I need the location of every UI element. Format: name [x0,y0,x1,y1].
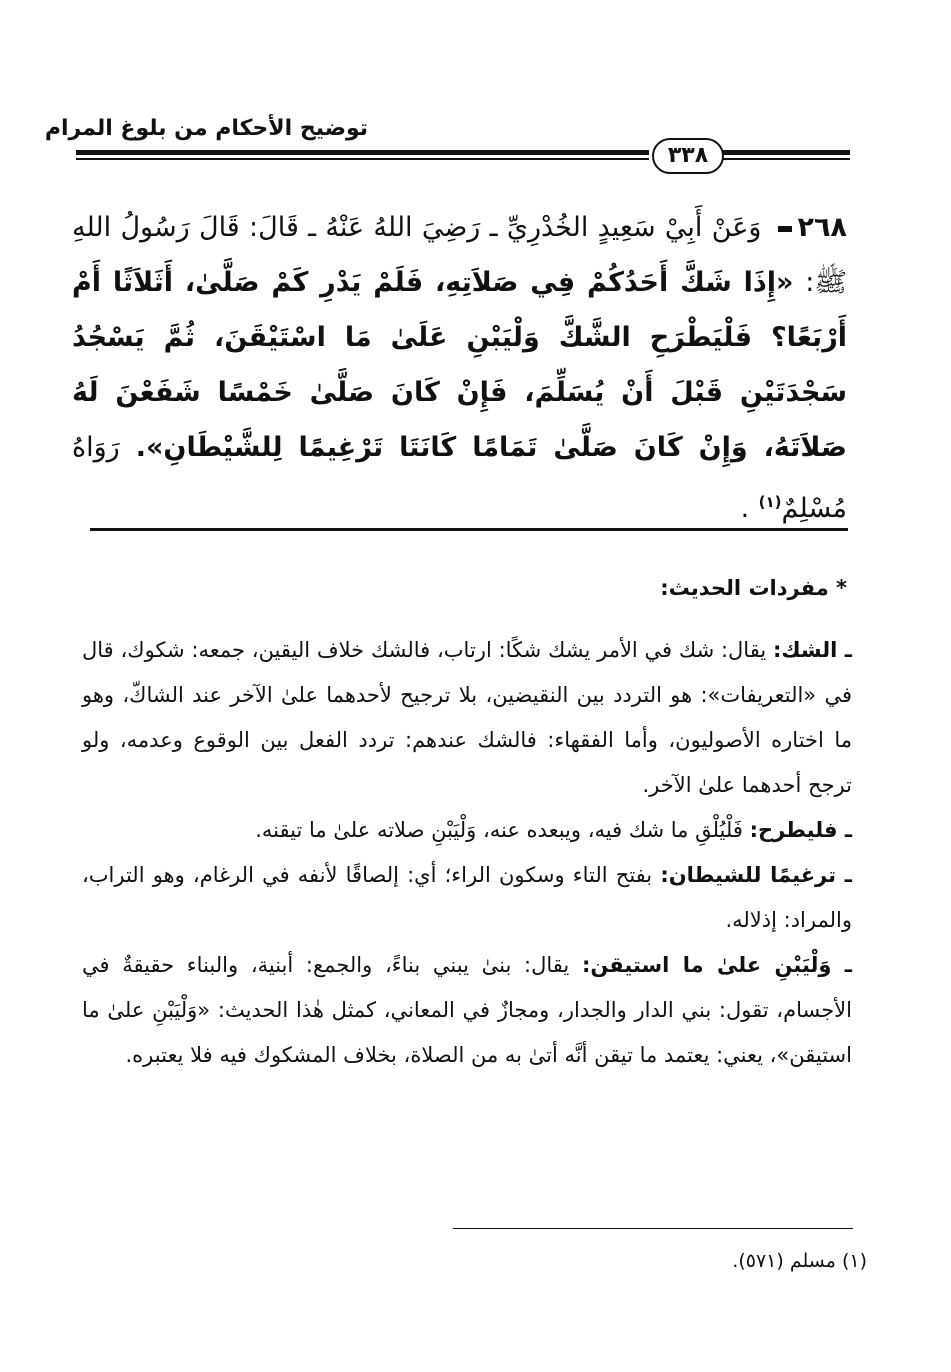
entry-definition: يقال: شك في الأمر يشك شكًا: ارتاب، فالشك خلاف اليقين، جمعه: شكوك، قال في «التعريفات»: هو التردد بين النقيضين، بلا ترجيح لأحدهما علىٰ الآخر عند الشاكّ، وهو ما اختاره الأصوليون، وأما الفقهاء: فالشك عندهم: تردد الفعل بين الوقوع وعدمه، ولو ترجح أحدهما علىٰ الآخر. [82,638,852,797]
footnote-rule [453,1228,853,1229]
running-title: توضيح الأحكام من بلوغ المرام [44,116,368,141]
entry-definition: بفتح التاء وسكون الراء؛ أي: إلصاقًا لأنفه في الرغام، وهو التراب، والمراد: إذلاله. [82,863,852,932]
hadith-number: ٢٦٨ [797,212,847,243]
hadith-block [72,200,847,536]
entry-term: ـ فليطرح: [749,818,852,842]
hadith-text: «إِذَا شَكَّ أَحَدُكُمْ فِي صَلاَتِهِ، فَلَمْ يَدْرِ كَمْ صَلَّىٰ، أَثَلاَثًا أَمْ أَرْبَعًا؟ فَلْيَطْرَحِ الشَّكَّ وَلْيَبْنِ عَلَىٰ مَا اسْتَيْقَنَ، ثُمَّ يَسْجُدُ سَجْدَتَيْنِ قَبْلَ أَنْ يُسَلِّمَ، فَإِنْ كَانَ صَلَّىٰ خَمْسًا شَفَعْنَ لَهُ صَلاَتَهُ، وَإِنْ كَانَ صَلَّىٰ تَمَامًا كَانَتَا تَرْغِيمًا لِلشَّيْطَانِ». [72,267,848,463]
section-heading: * مفردات الحديث: [660,576,847,600]
vocabulary-entry [82,628,852,808]
header-rule-left-thin [76,158,649,160]
vocabulary-entry [82,943,852,1078]
entry-definition: يقال: بنىٰ يبني بناءً، والجمع: أبنية، والبناء حقيقةٌ في الأجسام، تقول: بني الدار والجدار، ومجازٌ في المعاني، كمثل هٰذا الحديث: «وَلْيَبْنِ علىٰ ما استيقن»، يعني: يعتمد ما تيقن أنَّه أتىٰ به من الصلاة، بخلاف المشكوك فيه فلا يعتبره. [82,953,852,1067]
header-rule-left [76,150,649,155]
footnote-reference[interactable]: (١) [758,493,782,511]
vocabulary-entry [82,853,852,943]
hadith-narrator: وَعَنْ أَبِيْ سَعِيدٍ الخُدْرِيِّ ـ رَضِيَ اللهُ عَنْهُ ـ قَالَ: قَالَ رَسُولُ اللهِ ﷺ: [72,212,848,298]
footnote-number: (١) [841,1250,867,1272]
header-rule-right-thin [722,158,850,160]
header-rule-right [722,150,850,155]
hadith-end: . [740,493,750,524]
hadith-separator [90,528,848,531]
vocabulary-entry [82,808,852,853]
page-number: ٣٣٨ [652,138,724,174]
footnote [732,1250,867,1272]
entry-term: ـ الشك: [772,638,852,662]
entry-term: ـ ترغيمًا للشيطان: [660,863,852,887]
hadith-dash [778,226,792,232]
footnote-text: مسلم (٥٧١). [732,1250,836,1272]
entry-definition: فَلْيُلْقِ ما شك فيه، ويبعده عنه، وَلْيَبْنِ صلاته علىٰ ما تيقنه. [255,818,743,842]
vocabulary-list [82,628,852,1078]
entry-term: ـ وَلْيَبْنِ علىٰ ما استيقن: [581,953,852,977]
hadith-source: رَوَاهُ مُسْلِمٌ [72,432,847,524]
